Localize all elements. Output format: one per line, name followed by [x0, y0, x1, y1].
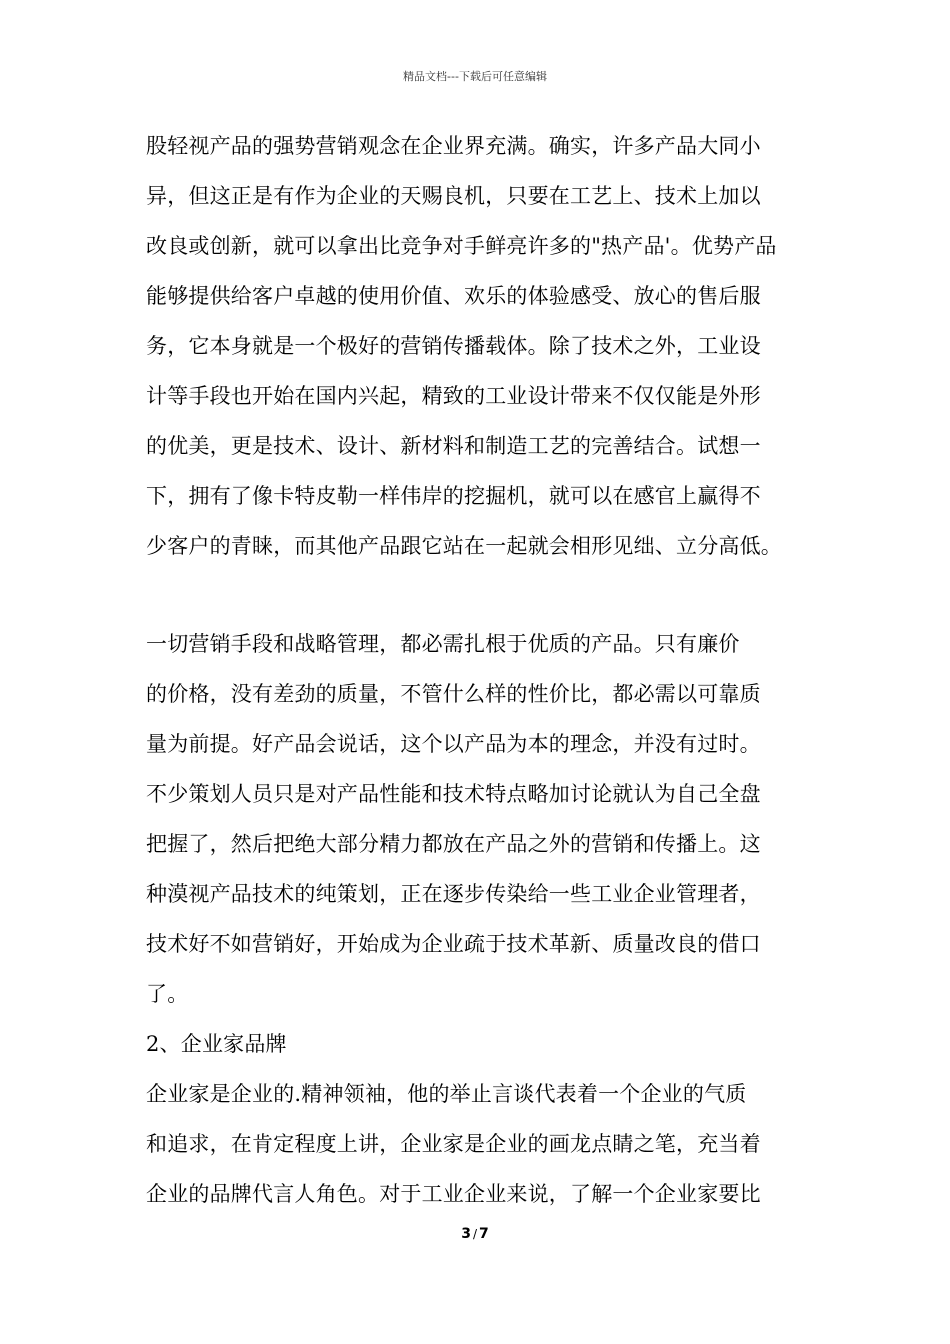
- paragraph-1-line-5: 务，它本身就是一个极好的营销传播载体。除了技术之外，工业设: [146, 334, 761, 358]
- paragraph-1-line-2: 异，但这正是有作为企业的天赐良机，只要在工艺上、技术上加以: [146, 184, 761, 208]
- current-page: 3: [461, 1226, 471, 1242]
- page-number: [0, 1226, 950, 1242]
- paragraph-2-line-6: 种漠视产品技术的纯策划，正在逐步传染给一些工业企业管理者，: [146, 882, 761, 906]
- paragraph-3-line-3: 企业的品牌代言人角色。对于工业企业来说，了解一个企业家要比: [146, 1182, 761, 1206]
- paragraph-1-line-1: 股轻视产品的强势营销观念在企业界充满。确实，许多产品大同小: [146, 134, 761, 158]
- paragraph-3-line-1: 企业家是企业的.精神领袖，他的举止言谈代表着一个企业的气质: [146, 1082, 747, 1106]
- paragraph-1-line-3: 改良或创新，就可以拿出比竞争对手鲜亮许多的"热产品'。优势产品: [146, 234, 777, 258]
- paragraph-1-line-6: 计等手段也开始在国内兴起，精致的工业设计带来不仅仅能是外形: [146, 384, 761, 408]
- paragraph-2-line-5: 把握了，然后把绝大部分精力都放在产品之外的营销和传播上。这: [146, 832, 761, 856]
- paragraph-2-line-3: 量为前提。好产品会说话，这个以产品为本的理念，并没有过时。: [146, 732, 761, 756]
- paragraph-2-line-2: 的价格，没有差劲的质量，不管什么样的性价比，都必需以可靠质: [146, 682, 761, 706]
- paragraph-3-line-2: 和追求，在肯定程度上讲，企业家是企业的画龙点睛之笔，充当着: [146, 1132, 761, 1156]
- paragraph-1-line-9: 少客户的青睐，而其他产品跟它站在一起就会相形见绌、立分高低。: [146, 534, 782, 558]
- paragraph-2-line-7: 技术好不如营销好，开始成为企业疏于技术革新、质量改良的借口: [146, 932, 761, 956]
- paragraph-2-line-1: 一切营销手段和战略管理，都必需扎根于优质的产品。只有廉价: [146, 632, 740, 656]
- total-pages: 7: [479, 1226, 489, 1242]
- section-heading: 2、企业家品牌: [146, 1032, 287, 1056]
- paragraph-2-line-8: 了。: [146, 982, 189, 1006]
- page-separator: /: [472, 1227, 478, 1241]
- paragraph-1-line-8: 下，拥有了像卡特皮勒一样伟岸的挖掘机，就可以在感官上赢得不: [146, 484, 761, 508]
- page-header: 精品文档---下载后可任意编辑: [403, 70, 547, 83]
- paragraph-2-line-4: 不少策划人员只是对产品性能和技术特点略加讨论就认为自己全盘: [146, 782, 761, 806]
- paragraph-1-line-4: 能够提供给客户卓越的使用价值、欢乐的体验感受、放心的售后服: [146, 284, 761, 308]
- paragraph-1-line-7: 的优美，更是技术、设计、新材料和制造工艺的完善结合。试想一: [146, 434, 761, 458]
